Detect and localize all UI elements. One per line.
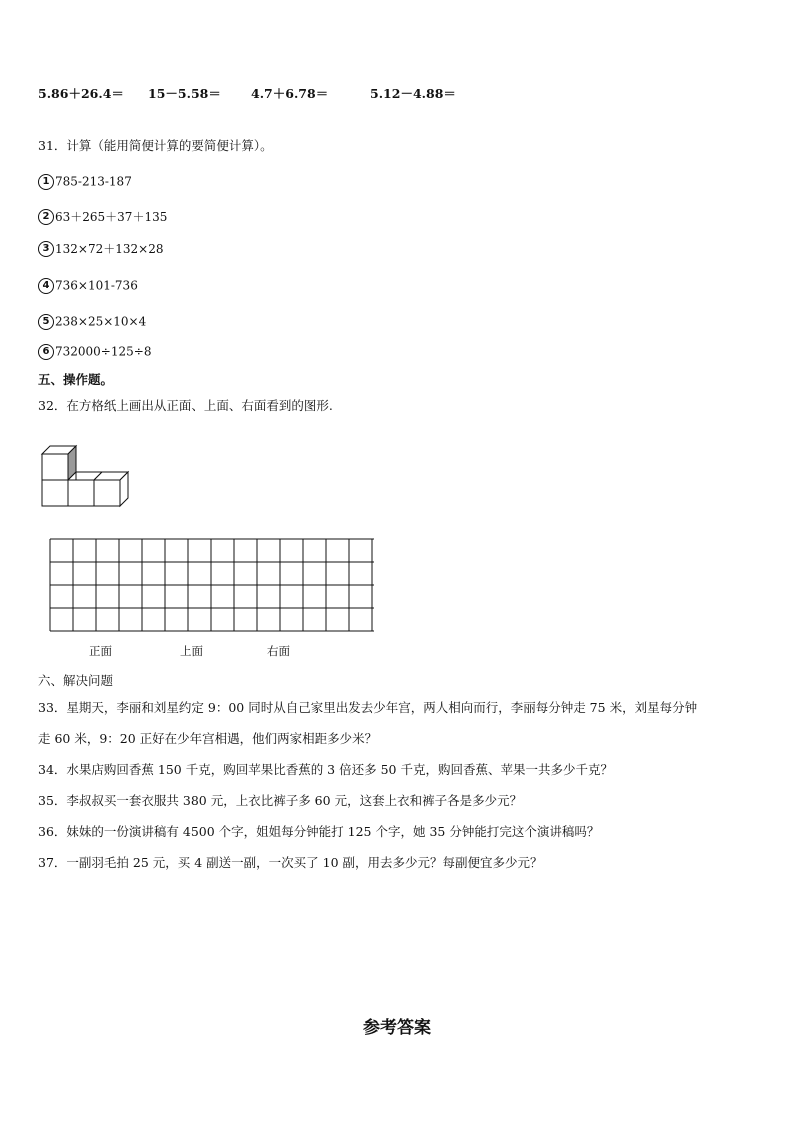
cube-face-front	[42, 454, 68, 480]
section-5-heading: 五、操作题。	[38, 372, 114, 387]
q31-expr-2: 63＋265＋37＋135	[55, 210, 168, 224]
q31-item-1	[38, 173, 132, 190]
q31-expr-5: 238×25×10×4	[55, 314, 147, 329]
q36-text: 36．妹妹的一份演讲稿有 4500 个字，姐姐每分钟能打 125 个字，她 35 分钟能打完这个演讲稿吗？	[38, 824, 600, 839]
circled-number: 5	[38, 314, 54, 330]
q31-item-6	[38, 343, 151, 360]
cube-face-front	[68, 480, 94, 506]
circled-number: 2	[38, 209, 54, 225]
q31-title: 31．计算（能用简便计算的要简便计算）。	[38, 138, 273, 153]
q31-item-5	[38, 313, 146, 330]
calc-item-1: 5.86＋26.4＝	[38, 86, 124, 101]
q34-text: 34．水果店购回香蕉 150 千克，购回苹果比香蕉的 3 倍还多 50 千克，购回香蕉、苹果一共多少千克？	[38, 762, 613, 777]
q31-expr-4: 736×101-736	[55, 278, 138, 293]
circled-number: 4	[38, 278, 54, 294]
circled-number: 1	[38, 174, 54, 190]
section-6-heading: 六、解决问题	[38, 673, 114, 688]
q31-expr-3: 132×72＋132×28	[55, 242, 164, 256]
grid-label-right: 右面	[267, 644, 290, 658]
calc-item-2: 15－5.58＝	[148, 86, 221, 101]
q33-line-2: 走 60 米，9：20 正好在少年宫相遇，他们两家相距多少米？	[38, 731, 378, 746]
calc-item-4: 5.12－4.88＝	[370, 86, 456, 101]
q37-text: 37．一副羽毛拍 25 元，买 4 副送一副，一次买了 10 副，用去多少元？每副便宜多少元？	[38, 855, 543, 870]
q31-item-2	[38, 208, 167, 225]
cube-face-front	[94, 480, 120, 506]
grid-label-top: 上面	[180, 644, 203, 658]
cube-figure	[38, 440, 134, 512]
grid-paper	[48, 537, 376, 633]
grid-label-front: 正面	[89, 644, 112, 658]
answer-title: 参考答案	[363, 1018, 431, 1038]
calc-item-3: 4.7＋6.78＝	[251, 86, 329, 101]
q35-text: 35．李叔叔买一套衣服共 380 元，上衣比裤子多 60 元，这套上衣和裤子各是多少元？	[38, 793, 523, 808]
q31-item-3	[38, 240, 163, 257]
circled-number: 3	[38, 241, 54, 257]
q33-line-1: 33．星期天，李丽和刘星约定 9：00 同时从自己家里出发去少年宫，两人相向而行，李丽每分钟走 75 米，刘星每分钟	[38, 700, 698, 715]
cube-face-front	[42, 480, 68, 506]
q31-expr-1: 785-213-187	[55, 174, 132, 189]
q31-item-4	[38, 277, 138, 294]
q31-expr-6: 732000÷125÷8	[55, 344, 152, 359]
q32-text: 32．在方格纸上画出从正面、上面、右面看到的图形.	[38, 398, 333, 413]
circled-number: 6	[38, 344, 54, 360]
